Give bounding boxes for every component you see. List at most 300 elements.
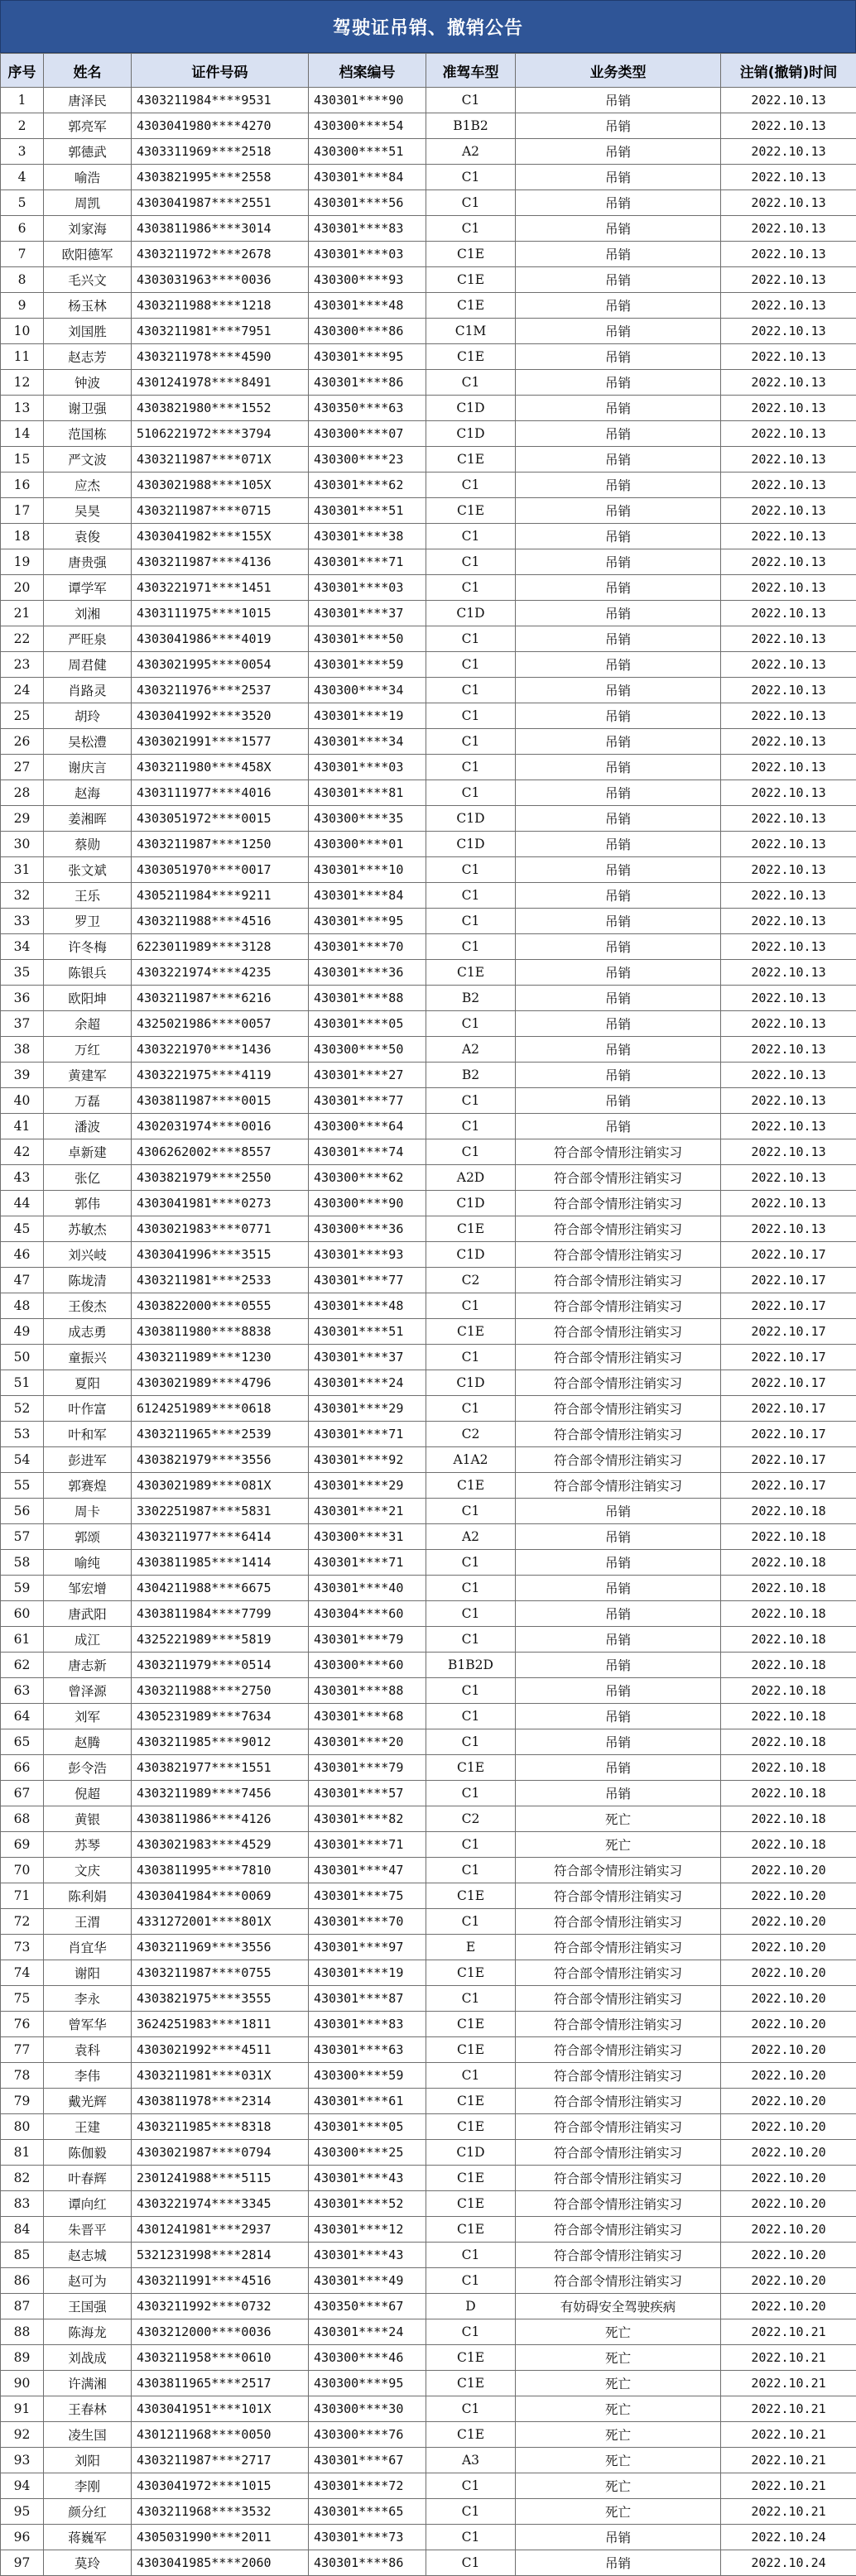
cell-cancel-date: 2022.10.18 — [721, 1781, 856, 1806]
cell-name: 黄银 — [44, 1806, 132, 1832]
table-row — [1, 1345, 856, 1370]
table-row — [1, 1037, 856, 1063]
cell-vehicle-class: C1 — [426, 1396, 516, 1422]
cell-name: 陈海龙 — [44, 2319, 132, 2345]
cell-business-type: 吊销 — [516, 1114, 721, 1139]
cell-cancel-date: 2022.10.13 — [721, 1063, 856, 1088]
cell-file-number: 430301****93 — [309, 1242, 426, 1268]
cell-cancel-date: 2022.10.13 — [721, 421, 856, 447]
table-row — [1, 370, 856, 396]
cell-business-type: 吊销 — [516, 575, 721, 601]
cell-vehicle-class: C1 — [426, 370, 516, 396]
cell-name: 赵海 — [44, 780, 132, 806]
cell-vehicle-class: C1 — [426, 1293, 516, 1319]
cell-id-number: 4303021992****4511 — [132, 2037, 309, 2063]
cell-vehicle-class: D — [426, 2294, 516, 2319]
cell-cancel-date: 2022.10.18 — [721, 1653, 856, 1678]
cell-cancel-date: 2022.10.21 — [721, 2319, 856, 2345]
table-row — [1, 909, 856, 934]
table-row — [1, 2243, 856, 2268]
cell-vehicle-class: C1 — [426, 2499, 516, 2525]
cell-id-number: 4303211976****2537 — [132, 678, 309, 703]
cell-name: 叶春辉 — [44, 2166, 132, 2191]
table-row — [1, 113, 856, 139]
cell-seq: 59 — [1, 1576, 44, 1601]
cell-name: 刘军 — [44, 1704, 132, 1729]
cell-vehicle-class: C1 — [426, 1576, 516, 1601]
cell-seq: 40 — [1, 1088, 44, 1114]
table-row — [1, 1499, 856, 1524]
cell-seq: 49 — [1, 1319, 44, 1345]
cell-seq: 1 — [1, 88, 44, 113]
cell-file-number: 430301****05 — [309, 1011, 426, 1037]
cell-vehicle-class: C1 — [426, 755, 516, 780]
cell-seq: 4 — [1, 165, 44, 190]
table-row — [1, 1704, 856, 1729]
table-row — [1, 678, 856, 703]
cell-business-type: 死亡 — [516, 2499, 721, 2525]
cell-vehicle-class: C1 — [426, 1832, 516, 1858]
cell-business-type: 吊销 — [516, 832, 721, 857]
cell-seq: 73 — [1, 1935, 44, 1960]
cell-name: 欧阳德军 — [44, 242, 132, 267]
cell-business-type: 死亡 — [516, 2473, 721, 2499]
cell-seq: 6 — [1, 216, 44, 242]
cell-id-number: 4325021986****0057 — [132, 1011, 309, 1037]
cell-business-type: 吊销 — [516, 1524, 721, 1550]
cell-cancel-date: 2022.10.20 — [721, 2294, 856, 2319]
cell-id-number: 4303211972****2678 — [132, 242, 309, 267]
cell-id-number: 4303212000****0036 — [132, 2319, 309, 2345]
cell-file-number: 430301****24 — [309, 2319, 426, 2345]
table-row — [1, 2268, 856, 2294]
cell-cancel-date: 2022.10.13 — [721, 1088, 856, 1114]
cell-seq: 61 — [1, 1627, 44, 1653]
cell-cancel-date: 2022.10.20 — [721, 2114, 856, 2140]
cell-seq: 65 — [1, 1729, 44, 1755]
cell-vehicle-class: C2 — [426, 1806, 516, 1832]
cell-cancel-date: 2022.10.17 — [721, 1319, 856, 1345]
cell-name: 叶和军 — [44, 1422, 132, 1447]
cell-file-number: 430301****83 — [309, 216, 426, 242]
cell-name: 颜分红 — [44, 2499, 132, 2525]
cell-business-type: 有妨碍安全驾驶疾病 — [516, 2294, 721, 2319]
cell-id-number: 5106221972****3794 — [132, 421, 309, 447]
cell-vehicle-class: B1B2D — [426, 1653, 516, 1678]
cell-id-number: 4303211989****1230 — [132, 1345, 309, 1370]
cell-business-type: 符合部令情形注销实习 — [516, 2140, 721, 2166]
cell-business-type: 吊销 — [516, 729, 721, 755]
cell-seq: 64 — [1, 1704, 44, 1729]
cell-vehicle-class: C1E — [426, 2345, 516, 2371]
cell-seq: 48 — [1, 1293, 44, 1319]
table-row — [1, 447, 856, 473]
cell-cancel-date: 2022.10.13 — [721, 678, 856, 703]
cell-id-number: 4331272001****801X — [132, 1909, 309, 1935]
cell-seq: 2 — [1, 113, 44, 139]
cell-business-type: 符合部令情形注销实习 — [516, 2243, 721, 2268]
cell-name: 凌生国 — [44, 2422, 132, 2448]
cell-business-type: 符合部令情形注销实习 — [516, 2037, 721, 2063]
cell-seq: 74 — [1, 1960, 44, 1986]
cell-business-type: 死亡 — [516, 2422, 721, 2448]
table-row — [1, 1319, 856, 1345]
cell-id-number: 4303211979****0514 — [132, 1653, 309, 1678]
cell-file-number: 430301****03 — [309, 575, 426, 601]
cell-file-number: 430301****88 — [309, 986, 426, 1011]
cell-seq: 31 — [1, 857, 44, 883]
cell-business-type: 吊销 — [516, 1627, 721, 1653]
cell-cancel-date: 2022.10.13 — [721, 575, 856, 601]
cell-name: 谢卫强 — [44, 396, 132, 421]
cell-name: 蔡勋 — [44, 832, 132, 857]
header-id-number: 证件号码 — [132, 54, 309, 88]
cell-vehicle-class: C1 — [426, 703, 516, 729]
cell-vehicle-class: C1 — [426, 2473, 516, 2499]
cell-seq: 9 — [1, 293, 44, 319]
cell-vehicle-class: C1 — [426, 1627, 516, 1653]
cell-name: 郭颂 — [44, 1524, 132, 1550]
cell-id-number: 4303811986****4126 — [132, 1806, 309, 1832]
cell-name: 赵志城 — [44, 2243, 132, 2268]
cell-file-number: 430301****95 — [309, 344, 426, 370]
cell-id-number: 4303221971****1451 — [132, 575, 309, 601]
cell-file-number: 430301****88 — [309, 1678, 426, 1704]
cell-business-type: 符合部令情形注销实习 — [516, 1165, 721, 1191]
cell-business-type: 符合部令情形注销实习 — [516, 1319, 721, 1345]
cell-cancel-date: 2022.10.20 — [721, 2140, 856, 2166]
cell-id-number: 6124251989****0618 — [132, 1396, 309, 1422]
header-seq: 序号 — [1, 54, 44, 88]
cell-seq: 69 — [1, 1832, 44, 1858]
table-row — [1, 1524, 856, 1550]
cell-name: 刘家海 — [44, 216, 132, 242]
cell-file-number: 430300****54 — [309, 113, 426, 139]
cell-business-type: 吊销 — [516, 139, 721, 165]
table-row — [1, 934, 856, 960]
cell-business-type: 吊销 — [516, 370, 721, 396]
cell-id-number: 3624251983****1811 — [132, 2012, 309, 2037]
cell-cancel-date: 2022.10.18 — [721, 1678, 856, 1704]
cell-name: 王建 — [44, 2114, 132, 2140]
cell-seq: 23 — [1, 652, 44, 678]
cell-name: 苏琴 — [44, 1832, 132, 1858]
table-row — [1, 1139, 856, 1165]
cell-seq: 33 — [1, 909, 44, 934]
cell-cancel-date: 2022.10.20 — [721, 2063, 856, 2089]
table-row — [1, 498, 856, 524]
cell-business-type: 吊销 — [516, 498, 721, 524]
cell-name: 郭德武 — [44, 139, 132, 165]
cell-business-type: 符合部令情形注销实习 — [516, 1935, 721, 1960]
cell-id-number: 4303021988****105X — [132, 473, 309, 498]
cell-vehicle-class: C1 — [426, 2550, 516, 2576]
cell-file-number: 430300****35 — [309, 806, 426, 832]
cell-vehicle-class: C1 — [426, 190, 516, 216]
cell-vehicle-class: C1D — [426, 1191, 516, 1216]
cell-cancel-date: 2022.10.13 — [721, 626, 856, 652]
cell-id-number: 4303821975****3555 — [132, 1986, 309, 2012]
cell-name: 杨玉林 — [44, 293, 132, 319]
cell-file-number: 430301****79 — [309, 1627, 426, 1653]
cell-vehicle-class: C1E — [426, 2037, 516, 2063]
table-row — [1, 1678, 856, 1704]
cell-vehicle-class: C1E — [426, 2191, 516, 2217]
cell-file-number: 430301****36 — [309, 960, 426, 986]
cell-business-type: 吊销 — [516, 473, 721, 498]
cell-vehicle-class: B1B2 — [426, 113, 516, 139]
table-row — [1, 216, 856, 242]
cell-cancel-date: 2022.10.18 — [721, 1499, 856, 1524]
cell-file-number: 430301****62 — [309, 473, 426, 498]
cell-name: 许满湘 — [44, 2371, 132, 2396]
cell-business-type: 符合部令情形注销实习 — [516, 1909, 721, 1935]
cell-name: 刘兴岐 — [44, 1242, 132, 1268]
cell-id-number: 4303821995****2558 — [132, 165, 309, 190]
cell-name: 陈垅清 — [44, 1268, 132, 1293]
cell-cancel-date: 2022.10.13 — [721, 267, 856, 293]
cell-seq: 17 — [1, 498, 44, 524]
cell-vehicle-class: C1 — [426, 1550, 516, 1576]
cell-business-type: 符合部令情形注销实习 — [516, 1960, 721, 1986]
header-name: 姓名 — [44, 54, 132, 88]
table-row — [1, 626, 856, 652]
cell-id-number: 4303811965****2517 — [132, 2371, 309, 2396]
cell-cancel-date: 2022.10.13 — [721, 113, 856, 139]
cell-business-type: 吊销 — [516, 1550, 721, 1576]
cell-cancel-date: 2022.10.21 — [721, 2396, 856, 2422]
table-row — [1, 2166, 856, 2191]
table-row — [1, 986, 856, 1011]
cell-name: 张亿 — [44, 1165, 132, 1191]
cell-id-number: 4303811978****2314 — [132, 2089, 309, 2114]
cell-file-number: 430300****59 — [309, 2063, 426, 2089]
cell-name: 陈银兵 — [44, 960, 132, 986]
cell-id-number: 4303211965****2539 — [132, 1422, 309, 1447]
cell-business-type: 符合部令情形注销实习 — [516, 2089, 721, 2114]
cell-id-number: 4303211968****3532 — [132, 2499, 309, 2525]
cell-business-type: 吊销 — [516, 1037, 721, 1063]
cell-file-number: 430301****03 — [309, 755, 426, 780]
table-row — [1, 1550, 856, 1576]
cell-vehicle-class: C1E — [426, 2371, 516, 2396]
table-row — [1, 2191, 856, 2217]
cell-name: 刘国胜 — [44, 319, 132, 344]
cell-cancel-date: 2022.10.13 — [721, 1216, 856, 1242]
cell-file-number: 430300****64 — [309, 1114, 426, 1139]
cell-file-number: 430301****65 — [309, 2499, 426, 2525]
cell-vehicle-class: C1E — [426, 267, 516, 293]
cell-name: 吴昊 — [44, 498, 132, 524]
cell-business-type: 吊销 — [516, 755, 721, 780]
cell-seq: 28 — [1, 780, 44, 806]
cell-name: 王乐 — [44, 883, 132, 909]
cell-name: 文庆 — [44, 1858, 132, 1883]
cell-cancel-date: 2022.10.13 — [721, 88, 856, 113]
cell-vehicle-class: C1E — [426, 2089, 516, 2114]
cell-name: 夏阳 — [44, 1370, 132, 1396]
cell-business-type: 吊销 — [516, 396, 721, 421]
cell-cancel-date: 2022.10.13 — [721, 883, 856, 909]
cell-vehicle-class: C1D — [426, 1370, 516, 1396]
table-row — [1, 1011, 856, 1037]
cell-vehicle-class: C1E — [426, 293, 516, 319]
header-cancel-date: 注销(撤销)时间 — [721, 54, 856, 88]
cell-id-number: 4303021983****0771 — [132, 1216, 309, 1242]
cell-seq: 21 — [1, 601, 44, 626]
table-row — [1, 1755, 856, 1781]
cell-vehicle-class: C1 — [426, 549, 516, 575]
table-row — [1, 1447, 856, 1473]
cell-file-number: 430301****03 — [309, 242, 426, 267]
cell-cancel-date: 2022.10.20 — [721, 1858, 856, 1883]
cell-vehicle-class: C1 — [426, 88, 516, 113]
cell-id-number: 4303051972****0015 — [132, 806, 309, 832]
cell-id-number: 4325221989****5819 — [132, 1627, 309, 1653]
cell-seq: 50 — [1, 1345, 44, 1370]
cell-cancel-date: 2022.10.20 — [721, 1986, 856, 2012]
cell-business-type: 死亡 — [516, 2319, 721, 2345]
cell-vehicle-class: C1 — [426, 780, 516, 806]
table-row — [1, 755, 856, 780]
cell-file-number: 430301****63 — [309, 2037, 426, 2063]
cell-vehicle-class: C1E — [426, 1319, 516, 1345]
cell-business-type: 符合部令情形注销实习 — [516, 2166, 721, 2191]
cell-id-number: 4303211988****4516 — [132, 909, 309, 934]
cell-business-type: 吊销 — [516, 524, 721, 549]
cell-cancel-date: 2022.10.17 — [721, 1473, 856, 1499]
cell-vehicle-class: C1 — [426, 2525, 516, 2550]
cell-business-type: 符合部令情形注销实习 — [516, 1396, 721, 1422]
cell-vehicle-class: C1 — [426, 1704, 516, 1729]
cell-vehicle-class: C1 — [426, 2243, 516, 2268]
cell-id-number: 4303041996****3515 — [132, 1242, 309, 1268]
cell-name: 李永 — [44, 1986, 132, 2012]
cell-name: 欧阳坤 — [44, 986, 132, 1011]
cell-name: 许冬梅 — [44, 934, 132, 960]
cell-name: 应杰 — [44, 473, 132, 498]
cell-cancel-date: 2022.10.13 — [721, 242, 856, 267]
table-row — [1, 1268, 856, 1293]
cell-id-number: 4303211987****6216 — [132, 986, 309, 1011]
cell-id-number: 4303211981****7951 — [132, 319, 309, 344]
cell-cancel-date: 2022.10.13 — [721, 447, 856, 473]
cell-business-type: 吊销 — [516, 986, 721, 1011]
cell-seq: 35 — [1, 960, 44, 986]
cell-cancel-date: 2022.10.21 — [721, 2371, 856, 2396]
cell-name: 余超 — [44, 1011, 132, 1037]
cell-business-type: 吊销 — [516, 2550, 721, 2576]
cell-business-type: 符合部令情形注销实习 — [516, 1191, 721, 1216]
cell-file-number: 430301****92 — [309, 1447, 426, 1473]
cell-seq: 75 — [1, 1986, 44, 2012]
cell-file-number: 430301****38 — [309, 524, 426, 549]
cell-name: 莫玲 — [44, 2550, 132, 2576]
cell-id-number: 4303221975****4119 — [132, 1063, 309, 1088]
table-row — [1, 1653, 856, 1678]
cell-seq: 36 — [1, 986, 44, 1011]
cell-business-type: 吊销 — [516, 1499, 721, 1524]
cell-id-number: 4303811980****8838 — [132, 1319, 309, 1345]
cell-name: 严文波 — [44, 447, 132, 473]
cell-seq: 26 — [1, 729, 44, 755]
table-row — [1, 1088, 856, 1114]
cell-business-type: 吊销 — [516, 1729, 721, 1755]
cell-cancel-date: 2022.10.13 — [721, 1165, 856, 1191]
cell-business-type: 吊销 — [516, 293, 721, 319]
cell-cancel-date: 2022.10.18 — [721, 1576, 856, 1601]
cell-name: 赵可为 — [44, 2268, 132, 2294]
cell-id-number: 4303211977****6414 — [132, 1524, 309, 1550]
cell-name: 李伟 — [44, 2063, 132, 2089]
cell-name: 王渭 — [44, 1909, 132, 1935]
cell-file-number: 430300****62 — [309, 1165, 426, 1191]
cell-name: 黄建军 — [44, 1063, 132, 1088]
cell-vehicle-class: C1 — [426, 1139, 516, 1165]
cell-file-number: 430301****97 — [309, 1935, 426, 1960]
cell-cancel-date: 2022.10.24 — [721, 2525, 856, 2550]
cell-cancel-date: 2022.10.18 — [721, 1806, 856, 1832]
cell-file-number: 430300****23 — [309, 447, 426, 473]
cell-vehicle-class: C1D — [426, 832, 516, 857]
cell-seq: 80 — [1, 2114, 44, 2140]
cell-id-number: 4303821977****1551 — [132, 1755, 309, 1781]
cell-file-number: 430301****61 — [309, 2089, 426, 2114]
cell-cancel-date: 2022.10.18 — [721, 1601, 856, 1627]
cell-seq: 94 — [1, 2473, 44, 2499]
cell-seq: 83 — [1, 2191, 44, 2217]
cell-cancel-date: 2022.10.20 — [721, 2037, 856, 2063]
table-row — [1, 242, 856, 267]
cell-seq: 54 — [1, 1447, 44, 1473]
cell-name: 谭学军 — [44, 575, 132, 601]
cell-cancel-date: 2022.10.13 — [721, 190, 856, 216]
cell-seq: 51 — [1, 1370, 44, 1396]
cell-file-number: 430301****51 — [309, 1319, 426, 1345]
cell-id-number: 3302251987****5831 — [132, 1499, 309, 1524]
cell-file-number: 430301****67 — [309, 2448, 426, 2473]
cell-id-number: 4303211987****2717 — [132, 2448, 309, 2473]
cell-seq: 7 — [1, 242, 44, 267]
cell-vehicle-class: A2 — [426, 1037, 516, 1063]
cell-vehicle-class: C1 — [426, 1781, 516, 1806]
cell-file-number: 430301****68 — [309, 1704, 426, 1729]
cell-file-number: 430301****48 — [309, 293, 426, 319]
cell-cancel-date: 2022.10.13 — [721, 344, 856, 370]
cell-name: 喻纯 — [44, 1550, 132, 1576]
cell-id-number: 4303211987****1250 — [132, 832, 309, 857]
table-row — [1, 2396, 856, 2422]
table-row — [1, 1063, 856, 1088]
cell-name: 钟波 — [44, 370, 132, 396]
cell-seq: 45 — [1, 1216, 44, 1242]
cell-cancel-date: 2022.10.20 — [721, 2217, 856, 2243]
cell-name: 周君健 — [44, 652, 132, 678]
cell-file-number: 430301****71 — [309, 1550, 426, 1576]
cell-business-type: 符合部令情形注销实习 — [516, 2268, 721, 2294]
cell-name: 肖宜华 — [44, 1935, 132, 1960]
table-row — [1, 575, 856, 601]
cell-name: 邹宏增 — [44, 1576, 132, 1601]
cell-cancel-date: 2022.10.13 — [721, 832, 856, 857]
cell-id-number: 4302031974****0016 — [132, 1114, 309, 1139]
cell-name: 王俊杰 — [44, 1293, 132, 1319]
cell-vehicle-class: C1 — [426, 1909, 516, 1935]
cell-business-type: 吊销 — [516, 267, 721, 293]
table-row — [1, 703, 856, 729]
cell-name: 赵腾 — [44, 1729, 132, 1755]
table-row — [1, 652, 856, 678]
